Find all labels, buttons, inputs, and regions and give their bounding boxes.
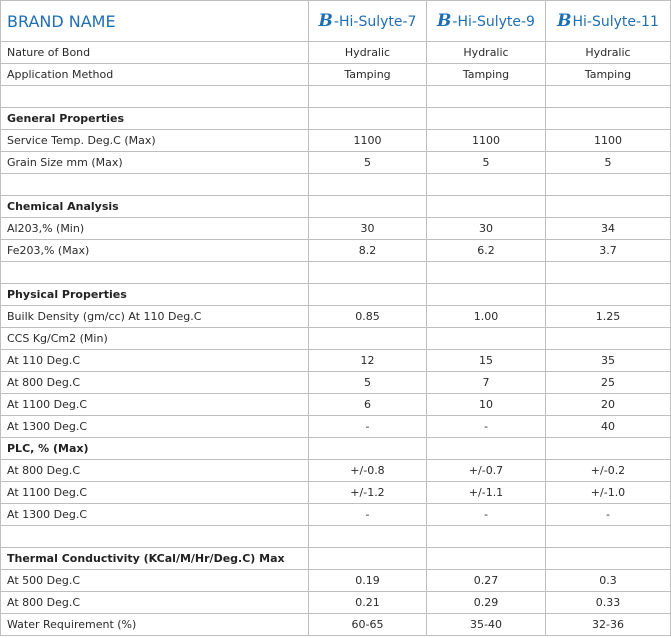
empty-cell [427,284,546,306]
empty-cell [309,86,427,108]
property-value: 1.25 [546,306,671,328]
property-value: 5 [309,152,427,174]
property-value: +/-1.0 [546,482,671,504]
section-title: Physical Properties [1,284,309,306]
property-value: +/-0.2 [546,460,671,482]
property-value: 1100 [309,130,427,152]
empty-cell [427,86,546,108]
table-row [1,482,671,504]
empty-cell [546,526,671,548]
property-value: - [427,504,546,526]
empty-cell [1,174,309,196]
property-value: 5 [309,372,427,394]
property-value: +/-0.7 [427,460,546,482]
property-value: Hydralic [427,42,546,64]
property-label: CCS Kg/Cm2 (Min) [1,328,309,350]
property-value: 8.2 [309,240,427,262]
section-title: General Properties [1,108,309,130]
property-value: Hydralic [309,42,427,64]
spacer-row [1,526,671,548]
table-row [1,152,671,174]
property-value: 5 [546,152,671,174]
brand-name-label: BRAND NAME [1,1,309,42]
table-row [1,240,671,262]
property-label: Water Requirement (%) [1,614,309,636]
property-value: 40 [546,416,671,438]
empty-cell [546,108,671,130]
specification-table-body [1,1,671,636]
empty-cell [546,284,671,306]
property-value [546,328,671,350]
product-name: Hi-Sulyte-11 [572,14,659,30]
property-value: 1.00 [427,306,546,328]
property-value: +/-1.2 [309,482,427,504]
empty-cell [309,174,427,196]
property-label: At 110 Deg.C [1,350,309,372]
empty-cell [1,86,309,108]
property-value: Hydralic [546,42,671,64]
property-label: Builk Density (gm/cc) At 110 Deg.C [1,306,309,328]
property-label: At 800 Deg.C [1,592,309,614]
section-header-row [1,438,671,460]
property-label: At 800 Deg.C [1,460,309,482]
property-value: - [546,504,671,526]
property-label: At 1100 Deg.C [1,394,309,416]
table-row [1,394,671,416]
empty-cell [309,548,427,570]
property-value: 7 [427,372,546,394]
product-name: -Hi-Sulyte-9 [452,14,535,30]
property-value: 6 [309,394,427,416]
empty-cell [427,526,546,548]
property-value: 25 [546,372,671,394]
empty-cell [427,174,546,196]
empty-cell [309,438,427,460]
product-column-header [546,1,671,42]
table-row [1,64,671,86]
section-header-row [1,284,671,306]
property-value: Tamping [427,64,546,86]
empty-cell [546,196,671,218]
property-value: 35-40 [427,614,546,636]
table-row [1,306,671,328]
empty-cell [1,526,309,548]
property-label: At 800 Deg.C [1,372,309,394]
empty-cell [1,262,309,284]
empty-cell [309,262,427,284]
property-label: At 500 Deg.C [1,570,309,592]
property-value: 0.33 [546,592,671,614]
property-value: 34 [546,218,671,240]
empty-cell [309,108,427,130]
spacer-row [1,86,671,108]
section-title: PLC, % (Max) [1,438,309,460]
empty-cell [427,438,546,460]
table-row [1,130,671,152]
table-row [1,460,671,482]
table-row [1,218,671,240]
property-value: 1100 [427,130,546,152]
empty-cell [546,174,671,196]
property-label: At 1100 Deg.C [1,482,309,504]
empty-cell [546,86,671,108]
section-header-row [1,548,671,570]
empty-cell [546,438,671,460]
product-column-header [309,1,427,42]
property-value: 12 [309,350,427,372]
property-value: 5 [427,152,546,174]
property-value [309,328,427,350]
property-value: 0.21 [309,592,427,614]
empty-cell [427,262,546,284]
table-row [1,570,671,592]
property-value: +/-1.1 [427,482,546,504]
empty-cell [427,108,546,130]
property-label: Nature of Bond [1,42,309,64]
property-value: - [309,504,427,526]
table-row [1,372,671,394]
property-label: Service Temp. Deg.C (Max) [1,130,309,152]
brand-logo-icon: B [557,11,572,31]
empty-cell [427,196,546,218]
property-value: 60-65 [309,614,427,636]
property-value: Tamping [309,64,427,86]
property-value: - [309,416,427,438]
property-value: 6.2 [427,240,546,262]
property-value: 15 [427,350,546,372]
section-title: Thermal Conductivity (KCal/M/Hr/Deg.C) Max [1,548,309,570]
table-row [1,614,671,636]
table-row [1,350,671,372]
property-value [427,328,546,350]
property-value: Tamping [546,64,671,86]
empty-cell [546,548,671,570]
property-label: At 1300 Deg.C [1,416,309,438]
spacer-row [1,174,671,196]
empty-cell [309,196,427,218]
brand-logo-icon: B [437,11,452,31]
property-value: 0.85 [309,306,427,328]
property-value: 10 [427,394,546,416]
property-value: 30 [309,218,427,240]
property-label: Al203,% (Min) [1,218,309,240]
property-value: 0.3 [546,570,671,592]
property-value: 32-36 [546,614,671,636]
table-row [1,592,671,614]
table-row [1,42,671,64]
property-value: - [427,416,546,438]
property-value: 3.7 [546,240,671,262]
empty-cell [309,284,427,306]
empty-cell [427,548,546,570]
property-value: 35 [546,350,671,372]
property-value: 30 [427,218,546,240]
property-value: 1100 [546,130,671,152]
section-title: Chemical Analysis [1,196,309,218]
property-label: Fe203,% (Max) [1,240,309,262]
product-name: -Hi-Sulyte-7 [333,14,417,30]
property-label: At 1300 Deg.C [1,504,309,526]
property-value: 0.29 [427,592,546,614]
property-value: 20 [546,394,671,416]
property-value: +/-0.8 [309,460,427,482]
brand-logo-icon: B [318,11,333,31]
product-column-header [427,1,546,42]
property-label: Grain Size mm (Max) [1,152,309,174]
table-row [1,504,671,526]
property-value: 0.27 [427,570,546,592]
table-row [1,416,671,438]
table-row [1,328,671,350]
empty-cell [309,526,427,548]
property-label: Application Method [1,64,309,86]
spacer-row [1,262,671,284]
property-value: 0.19 [309,570,427,592]
header-row [1,1,671,42]
section-header-row [1,108,671,130]
section-header-row [1,196,671,218]
empty-cell [546,262,671,284]
